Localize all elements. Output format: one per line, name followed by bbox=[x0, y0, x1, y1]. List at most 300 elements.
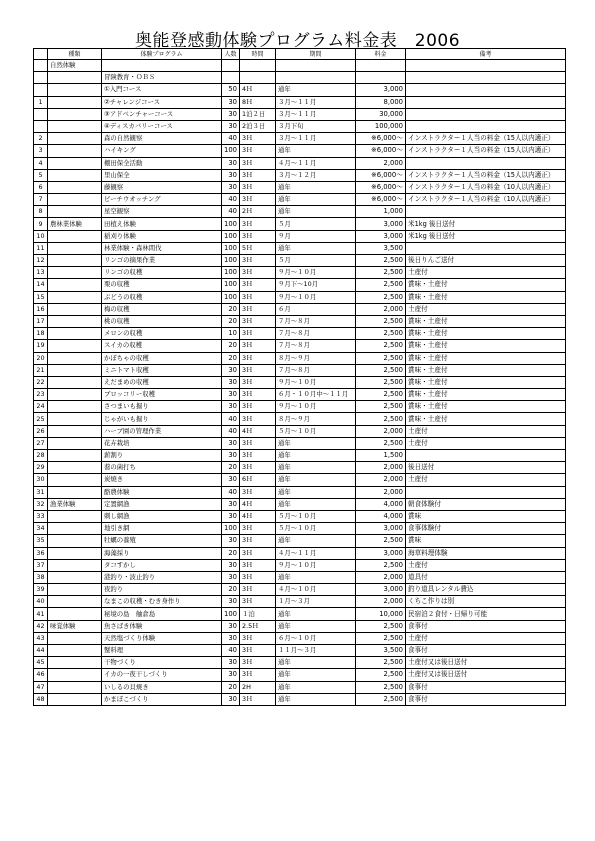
row-note bbox=[406, 72, 566, 84]
table-row bbox=[34, 108, 566, 120]
row-price: 2,000 bbox=[356, 462, 406, 474]
row-note: インストラクター１人当の料金（15人以内適正） bbox=[406, 145, 566, 157]
row-period: ６月 bbox=[276, 303, 356, 315]
row-number: 13 bbox=[34, 267, 48, 279]
row-time bbox=[240, 60, 276, 72]
row-program: 刺し網漁 bbox=[102, 510, 222, 522]
row-note: 賞味 bbox=[406, 535, 566, 547]
row-people bbox=[222, 72, 240, 84]
row-time: 1泊２日 bbox=[240, 108, 276, 120]
row-type bbox=[48, 255, 102, 267]
row-number: 38 bbox=[34, 571, 48, 583]
row-people: 100 bbox=[222, 291, 240, 303]
row-note: くちこ作りは別 bbox=[406, 596, 566, 608]
row-period: ３月下旬 bbox=[276, 120, 356, 132]
row-note: 賞味・土産付 bbox=[406, 315, 566, 327]
row-note: 後日送付 bbox=[406, 462, 566, 474]
row-type bbox=[48, 194, 102, 206]
row-program: 棚田保全活動 bbox=[102, 157, 222, 169]
row-period: １月～３月 bbox=[276, 596, 356, 608]
row-period: ３月～１１月 bbox=[276, 96, 356, 108]
row-time: 3Ｈ bbox=[240, 547, 276, 559]
row-period: ７月～８月 bbox=[276, 315, 356, 327]
row-people: 30 bbox=[222, 535, 240, 547]
row-people: 20 bbox=[222, 315, 240, 327]
row-people: 30 bbox=[222, 108, 240, 120]
row-type bbox=[48, 242, 102, 254]
table-row bbox=[34, 133, 566, 145]
row-price: 2,500 bbox=[356, 669, 406, 681]
row-number: 18 bbox=[34, 328, 48, 340]
row-price: 2,000 bbox=[356, 486, 406, 498]
row-time: 3Ｈ bbox=[240, 157, 276, 169]
row-number: 25 bbox=[34, 413, 48, 425]
table-row bbox=[34, 486, 566, 498]
row-price: 100,000 bbox=[356, 120, 406, 132]
row-type bbox=[48, 389, 102, 401]
row-people: 100 bbox=[222, 608, 240, 620]
row-type bbox=[48, 340, 102, 352]
row-people: 30 bbox=[222, 596, 240, 608]
row-price: 2,500 bbox=[356, 389, 406, 401]
row-type bbox=[48, 608, 102, 620]
row-period: 通年 bbox=[276, 620, 356, 632]
row-people: 40 bbox=[222, 194, 240, 206]
row-period: ６月～１０月 bbox=[276, 632, 356, 644]
row-note: 道具付 bbox=[406, 571, 566, 583]
row-program: リンゴの収穫 bbox=[102, 267, 222, 279]
row-program: ハイキング bbox=[102, 145, 222, 157]
table-row bbox=[34, 96, 566, 108]
row-period: 通年 bbox=[276, 437, 356, 449]
row-note: 賞味・土産付 bbox=[406, 352, 566, 364]
row-time: 6Ｈ bbox=[240, 474, 276, 486]
row-period: ５月～１０月 bbox=[276, 523, 356, 535]
row-program: 田植え体験 bbox=[102, 218, 222, 230]
row-price: 10,000 bbox=[356, 608, 406, 620]
row-price: 2,500 bbox=[356, 693, 406, 705]
row-note: 土産付又は後日送付 bbox=[406, 669, 566, 681]
row-people: 40 bbox=[222, 645, 240, 657]
row-time: 3Ｈ bbox=[240, 376, 276, 388]
table-row bbox=[34, 657, 566, 669]
row-note: 民宿泊２食付・日帰り可能 bbox=[406, 608, 566, 620]
row-type bbox=[48, 657, 102, 669]
row-program: メロンの収穫 bbox=[102, 328, 222, 340]
row-time: 3Ｈ bbox=[240, 218, 276, 230]
table-row bbox=[34, 291, 566, 303]
row-people: 30 bbox=[222, 157, 240, 169]
row-number: 37 bbox=[34, 559, 48, 571]
row-note: 食事付 bbox=[406, 645, 566, 657]
row-people: 100 bbox=[222, 255, 240, 267]
row-type bbox=[48, 72, 102, 84]
row-number: 26 bbox=[34, 425, 48, 437]
row-period: 通年 bbox=[276, 84, 356, 96]
row-time: 3Ｈ bbox=[240, 291, 276, 303]
row-price: 2,500 bbox=[356, 315, 406, 327]
row-program: 栗の収穫 bbox=[102, 279, 222, 291]
price-table bbox=[33, 48, 566, 706]
row-period: ７月～８月 bbox=[276, 364, 356, 376]
row-number: 40 bbox=[34, 596, 48, 608]
row-time: 3Ｈ bbox=[240, 145, 276, 157]
row-time: 3Ｈ bbox=[240, 535, 276, 547]
table-row bbox=[34, 60, 566, 72]
row-period: １１月～３月 bbox=[276, 645, 356, 657]
row-note bbox=[406, 450, 566, 462]
row-period: ４月～１１月 bbox=[276, 157, 356, 169]
row-program: 冒険教育・ＯＢＳ bbox=[102, 72, 222, 84]
row-period: ９月～１０月 bbox=[276, 401, 356, 413]
table-row bbox=[34, 145, 566, 157]
row-number: 20 bbox=[34, 352, 48, 364]
row-program: えだまめの収穫 bbox=[102, 376, 222, 388]
row-note: 土産付 bbox=[406, 303, 566, 315]
row-people: 20 bbox=[222, 547, 240, 559]
row-period: 通年 bbox=[276, 450, 356, 462]
table-row bbox=[34, 279, 566, 291]
row-note: 賞味・土産付 bbox=[406, 401, 566, 413]
row-number: 16 bbox=[34, 303, 48, 315]
row-time: 3Ｈ bbox=[240, 364, 276, 376]
row-price: 2,500 bbox=[356, 535, 406, 547]
row-program: なまこの収穫・むき身作り bbox=[102, 596, 222, 608]
table-row bbox=[34, 303, 566, 315]
row-price: 2,000 bbox=[356, 425, 406, 437]
row-time: 3Ｈ bbox=[240, 669, 276, 681]
row-people: 30 bbox=[222, 498, 240, 510]
row-program: 地引き網 bbox=[102, 523, 222, 535]
row-time: 4Ｈ bbox=[240, 84, 276, 96]
table-row bbox=[34, 169, 566, 181]
table-row bbox=[34, 510, 566, 522]
row-number: 14 bbox=[34, 279, 48, 291]
row-type: 漁業体験 bbox=[48, 498, 102, 510]
row-type: 味覚体験 bbox=[48, 620, 102, 632]
row-time: 3Ｈ bbox=[240, 279, 276, 291]
row-people: 30 bbox=[222, 669, 240, 681]
row-note: 賞味・土産付 bbox=[406, 389, 566, 401]
row-program: 稲刈り体験 bbox=[102, 230, 222, 242]
row-program: リンゴの摘果作業 bbox=[102, 255, 222, 267]
row-number: 19 bbox=[34, 340, 48, 352]
row-program: 天然塩づくり体験 bbox=[102, 632, 222, 644]
row-type bbox=[48, 596, 102, 608]
row-time: 3Ｈ bbox=[240, 523, 276, 535]
row-time: 3Ｈ bbox=[240, 194, 276, 206]
table-row bbox=[34, 267, 566, 279]
row-number bbox=[34, 84, 48, 96]
row-price: 2,500 bbox=[356, 364, 406, 376]
row-price: ※6,000～ bbox=[356, 181, 406, 193]
table-row bbox=[34, 632, 566, 644]
table-row bbox=[34, 340, 566, 352]
row-program: 定置網漁 bbox=[102, 498, 222, 510]
row-period: 通年 bbox=[276, 206, 356, 218]
row-price: 8,000 bbox=[356, 96, 406, 108]
header-program: 体験プログラム bbox=[102, 49, 222, 60]
table-row bbox=[34, 535, 566, 547]
row-period: ７月～８月 bbox=[276, 328, 356, 340]
row-program: ミニトマト収穫 bbox=[102, 364, 222, 376]
row-time: 3Ｈ bbox=[240, 437, 276, 449]
row-people: 30 bbox=[222, 437, 240, 449]
row-number: 32 bbox=[34, 498, 48, 510]
page-title: 奥能登感動体験プログラム料金表 2006 bbox=[134, 31, 461, 51]
row-price: 2,500 bbox=[356, 376, 406, 388]
row-type bbox=[48, 315, 102, 327]
header-time: 時間 bbox=[240, 49, 276, 60]
row-note: 賞味 bbox=[406, 510, 566, 522]
row-type bbox=[48, 303, 102, 315]
row-note: インストラクター１人当の料金（10人以内適正） bbox=[406, 194, 566, 206]
header-note: 備考 bbox=[406, 49, 566, 60]
row-type bbox=[48, 584, 102, 596]
row-number: 11 bbox=[34, 242, 48, 254]
row-period: 通年 bbox=[276, 462, 356, 474]
row-period: ５月 bbox=[276, 255, 356, 267]
row-people: 100 bbox=[222, 523, 240, 535]
row-time: 3Ｈ bbox=[240, 657, 276, 669]
row-period: 通年 bbox=[276, 145, 356, 157]
table-row bbox=[34, 376, 566, 388]
row-time: 3Ｈ bbox=[240, 230, 276, 242]
row-people: 100 bbox=[222, 218, 240, 230]
table-row bbox=[34, 157, 566, 169]
table-row bbox=[34, 352, 566, 364]
row-program: 藤観察 bbox=[102, 181, 222, 193]
row-program: イカの一夜干しづくり bbox=[102, 669, 222, 681]
row-price: 3,000 bbox=[356, 230, 406, 242]
row-time: 3Ｈ bbox=[240, 486, 276, 498]
row-program: ①入門コース bbox=[102, 84, 222, 96]
row-number: 30 bbox=[34, 474, 48, 486]
row-price: 1,000 bbox=[356, 206, 406, 218]
row-price: 3,000 bbox=[356, 523, 406, 535]
row-period: 通年 bbox=[276, 681, 356, 693]
row-note bbox=[406, 242, 566, 254]
row-program: 秘境の島 舳倉島 bbox=[102, 608, 222, 620]
row-number: 5 bbox=[34, 169, 48, 181]
row-price bbox=[356, 72, 406, 84]
row-period: ５月 bbox=[276, 218, 356, 230]
row-period: ９月下～10月 bbox=[276, 279, 356, 291]
row-note: 釣り道具レンタル費込 bbox=[406, 584, 566, 596]
row-price: 2,500 bbox=[356, 657, 406, 669]
row-number: 9 bbox=[34, 218, 48, 230]
row-time: 3Ｈ bbox=[240, 352, 276, 364]
table-row bbox=[34, 413, 566, 425]
row-time: 3Ｈ bbox=[240, 596, 276, 608]
row-price: 2,500 bbox=[356, 559, 406, 571]
row-note: インストラクター１人当の料金（15人以内適正） bbox=[406, 169, 566, 181]
row-program: かぼちゃの収穫 bbox=[102, 352, 222, 364]
row-time: 3Ｈ bbox=[240, 584, 276, 596]
row-type: 農林業体験 bbox=[48, 218, 102, 230]
row-type bbox=[48, 559, 102, 571]
row-time: 3Ｈ bbox=[240, 389, 276, 401]
row-type bbox=[48, 96, 102, 108]
row-note: 米1kg 後日送付 bbox=[406, 230, 566, 242]
table-row bbox=[34, 474, 566, 486]
row-program: さつまいも掘り bbox=[102, 401, 222, 413]
row-price: 2,500 bbox=[356, 267, 406, 279]
row-number: 1 bbox=[34, 96, 48, 108]
row-note: 米1kg 後日送付 bbox=[406, 218, 566, 230]
row-time: １泊 bbox=[240, 608, 276, 620]
table-row bbox=[34, 84, 566, 96]
row-period: ９月 bbox=[276, 230, 356, 242]
row-program: 花卉栽培 bbox=[102, 437, 222, 449]
row-price: 3,000 bbox=[356, 584, 406, 596]
row-note: 賞味・土産付 bbox=[406, 376, 566, 388]
row-number: 27 bbox=[34, 437, 48, 449]
table-row bbox=[34, 571, 566, 583]
row-note: 食事付 bbox=[406, 693, 566, 705]
row-type bbox=[48, 437, 102, 449]
row-price: 4,000 bbox=[356, 498, 406, 510]
row-price: ※6,000～ bbox=[356, 194, 406, 206]
row-number: 36 bbox=[34, 547, 48, 559]
row-note: インストラクター１人当の料金（15人以内適正） bbox=[406, 133, 566, 145]
row-number: 47 bbox=[34, 681, 48, 693]
row-time bbox=[240, 72, 276, 84]
row-number: 39 bbox=[34, 584, 48, 596]
row-note bbox=[406, 96, 566, 108]
row-note: 土産付 bbox=[406, 474, 566, 486]
row-program: スイカの収穫 bbox=[102, 340, 222, 352]
row-time: 2泊３日 bbox=[240, 120, 276, 132]
table-row bbox=[34, 608, 566, 620]
row-people: 40 bbox=[222, 133, 240, 145]
row-program: ③アドベンチャーコース bbox=[102, 108, 222, 120]
row-period: ５月～１０月 bbox=[276, 425, 356, 437]
row-people: 30 bbox=[222, 571, 240, 583]
row-program: 蕎の菌打ち bbox=[102, 462, 222, 474]
table-row bbox=[34, 681, 566, 693]
row-note: 賞味・土産付 bbox=[406, 413, 566, 425]
row-note: 土産付 bbox=[406, 425, 566, 437]
row-people: 30 bbox=[222, 632, 240, 644]
header-type: 種類 bbox=[48, 49, 102, 60]
row-time: 3Ｈ bbox=[240, 401, 276, 413]
row-price: 2,500 bbox=[356, 279, 406, 291]
table-header-row bbox=[34, 49, 566, 60]
row-program: 港釣り・波止釣り bbox=[102, 571, 222, 583]
row-number: 46 bbox=[34, 669, 48, 681]
row-program: ④ディスカバリーコース bbox=[102, 120, 222, 132]
row-type bbox=[48, 145, 102, 157]
table-row bbox=[34, 645, 566, 657]
row-note: 海草料理体験 bbox=[406, 547, 566, 559]
row-people: 30 bbox=[222, 474, 240, 486]
row-number: 28 bbox=[34, 450, 48, 462]
row-price: 2,500 bbox=[356, 681, 406, 693]
row-program: 森の自然観察 bbox=[102, 133, 222, 145]
row-program: 星空観察 bbox=[102, 206, 222, 218]
row-time: 3Ｈ bbox=[240, 169, 276, 181]
row-number: 31 bbox=[34, 486, 48, 498]
row-time: 3Ｈ bbox=[240, 571, 276, 583]
row-program: ブロッコリー収穫 bbox=[102, 389, 222, 401]
row-people: 30 bbox=[222, 620, 240, 632]
row-period: 通年 bbox=[276, 181, 356, 193]
row-program: 牡蠣の養殖 bbox=[102, 535, 222, 547]
header-period: 期間 bbox=[276, 49, 356, 60]
row-program: 里山保全 bbox=[102, 169, 222, 181]
row-people bbox=[222, 60, 240, 72]
row-time: 2H bbox=[240, 681, 276, 693]
row-type bbox=[48, 645, 102, 657]
row-people: 30 bbox=[222, 96, 240, 108]
table-row bbox=[34, 364, 566, 376]
header-price: 料金 bbox=[356, 49, 406, 60]
row-people: 20 bbox=[222, 303, 240, 315]
row-type bbox=[48, 230, 102, 242]
row-note bbox=[406, 60, 566, 72]
row-type bbox=[48, 425, 102, 437]
row-number: 6 bbox=[34, 181, 48, 193]
row-price: 2,500 bbox=[356, 401, 406, 413]
row-note bbox=[406, 108, 566, 120]
row-program: 夜釣り bbox=[102, 584, 222, 596]
row-price: ※6,000～ bbox=[356, 169, 406, 181]
row-number bbox=[34, 120, 48, 132]
row-people: 40 bbox=[222, 206, 240, 218]
row-time: 4Ｈ bbox=[240, 510, 276, 522]
row-number: 43 bbox=[34, 632, 48, 644]
row-period: ８月～９月 bbox=[276, 413, 356, 425]
row-price: 2,500 bbox=[356, 632, 406, 644]
row-number: 34 bbox=[34, 523, 48, 535]
row-people: 20 bbox=[222, 352, 240, 364]
row-note: 賞味・土産付 bbox=[406, 364, 566, 376]
table-row bbox=[34, 328, 566, 340]
row-time: 5Ｈ bbox=[240, 242, 276, 254]
row-price bbox=[356, 60, 406, 72]
row-number bbox=[34, 108, 48, 120]
row-period: 通年 bbox=[276, 535, 356, 547]
row-time: 3Ｈ bbox=[240, 328, 276, 340]
row-program: 干物づくり bbox=[102, 657, 222, 669]
row-program: 梅の収穫 bbox=[102, 303, 222, 315]
row-people: 30 bbox=[222, 401, 240, 413]
row-price: 2,000 bbox=[356, 474, 406, 486]
row-period: 通年 bbox=[276, 498, 356, 510]
table-row bbox=[34, 559, 566, 571]
row-period: ９月～１０月 bbox=[276, 376, 356, 388]
row-time: 4Ｈ bbox=[240, 498, 276, 510]
row-people: 20 bbox=[222, 681, 240, 693]
row-period: 通年 bbox=[276, 194, 356, 206]
row-type bbox=[48, 120, 102, 132]
row-period: 通年 bbox=[276, 486, 356, 498]
table-row bbox=[34, 194, 566, 206]
row-note: インストラクター１人当の料金（10人以内適正） bbox=[406, 181, 566, 193]
row-price: 3,500 bbox=[356, 645, 406, 657]
row-price: 2,500 bbox=[356, 437, 406, 449]
row-note: 食事付 bbox=[406, 620, 566, 632]
row-price: ※6,000～ bbox=[356, 133, 406, 145]
row-note: 土産付又は後日送付 bbox=[406, 657, 566, 669]
row-note bbox=[406, 120, 566, 132]
row-period: ８月～９月 bbox=[276, 352, 356, 364]
row-time: 3Ｈ bbox=[240, 133, 276, 145]
row-people: 100 bbox=[222, 145, 240, 157]
row-time: 3Ｈ bbox=[240, 559, 276, 571]
row-people: 10 bbox=[222, 328, 240, 340]
